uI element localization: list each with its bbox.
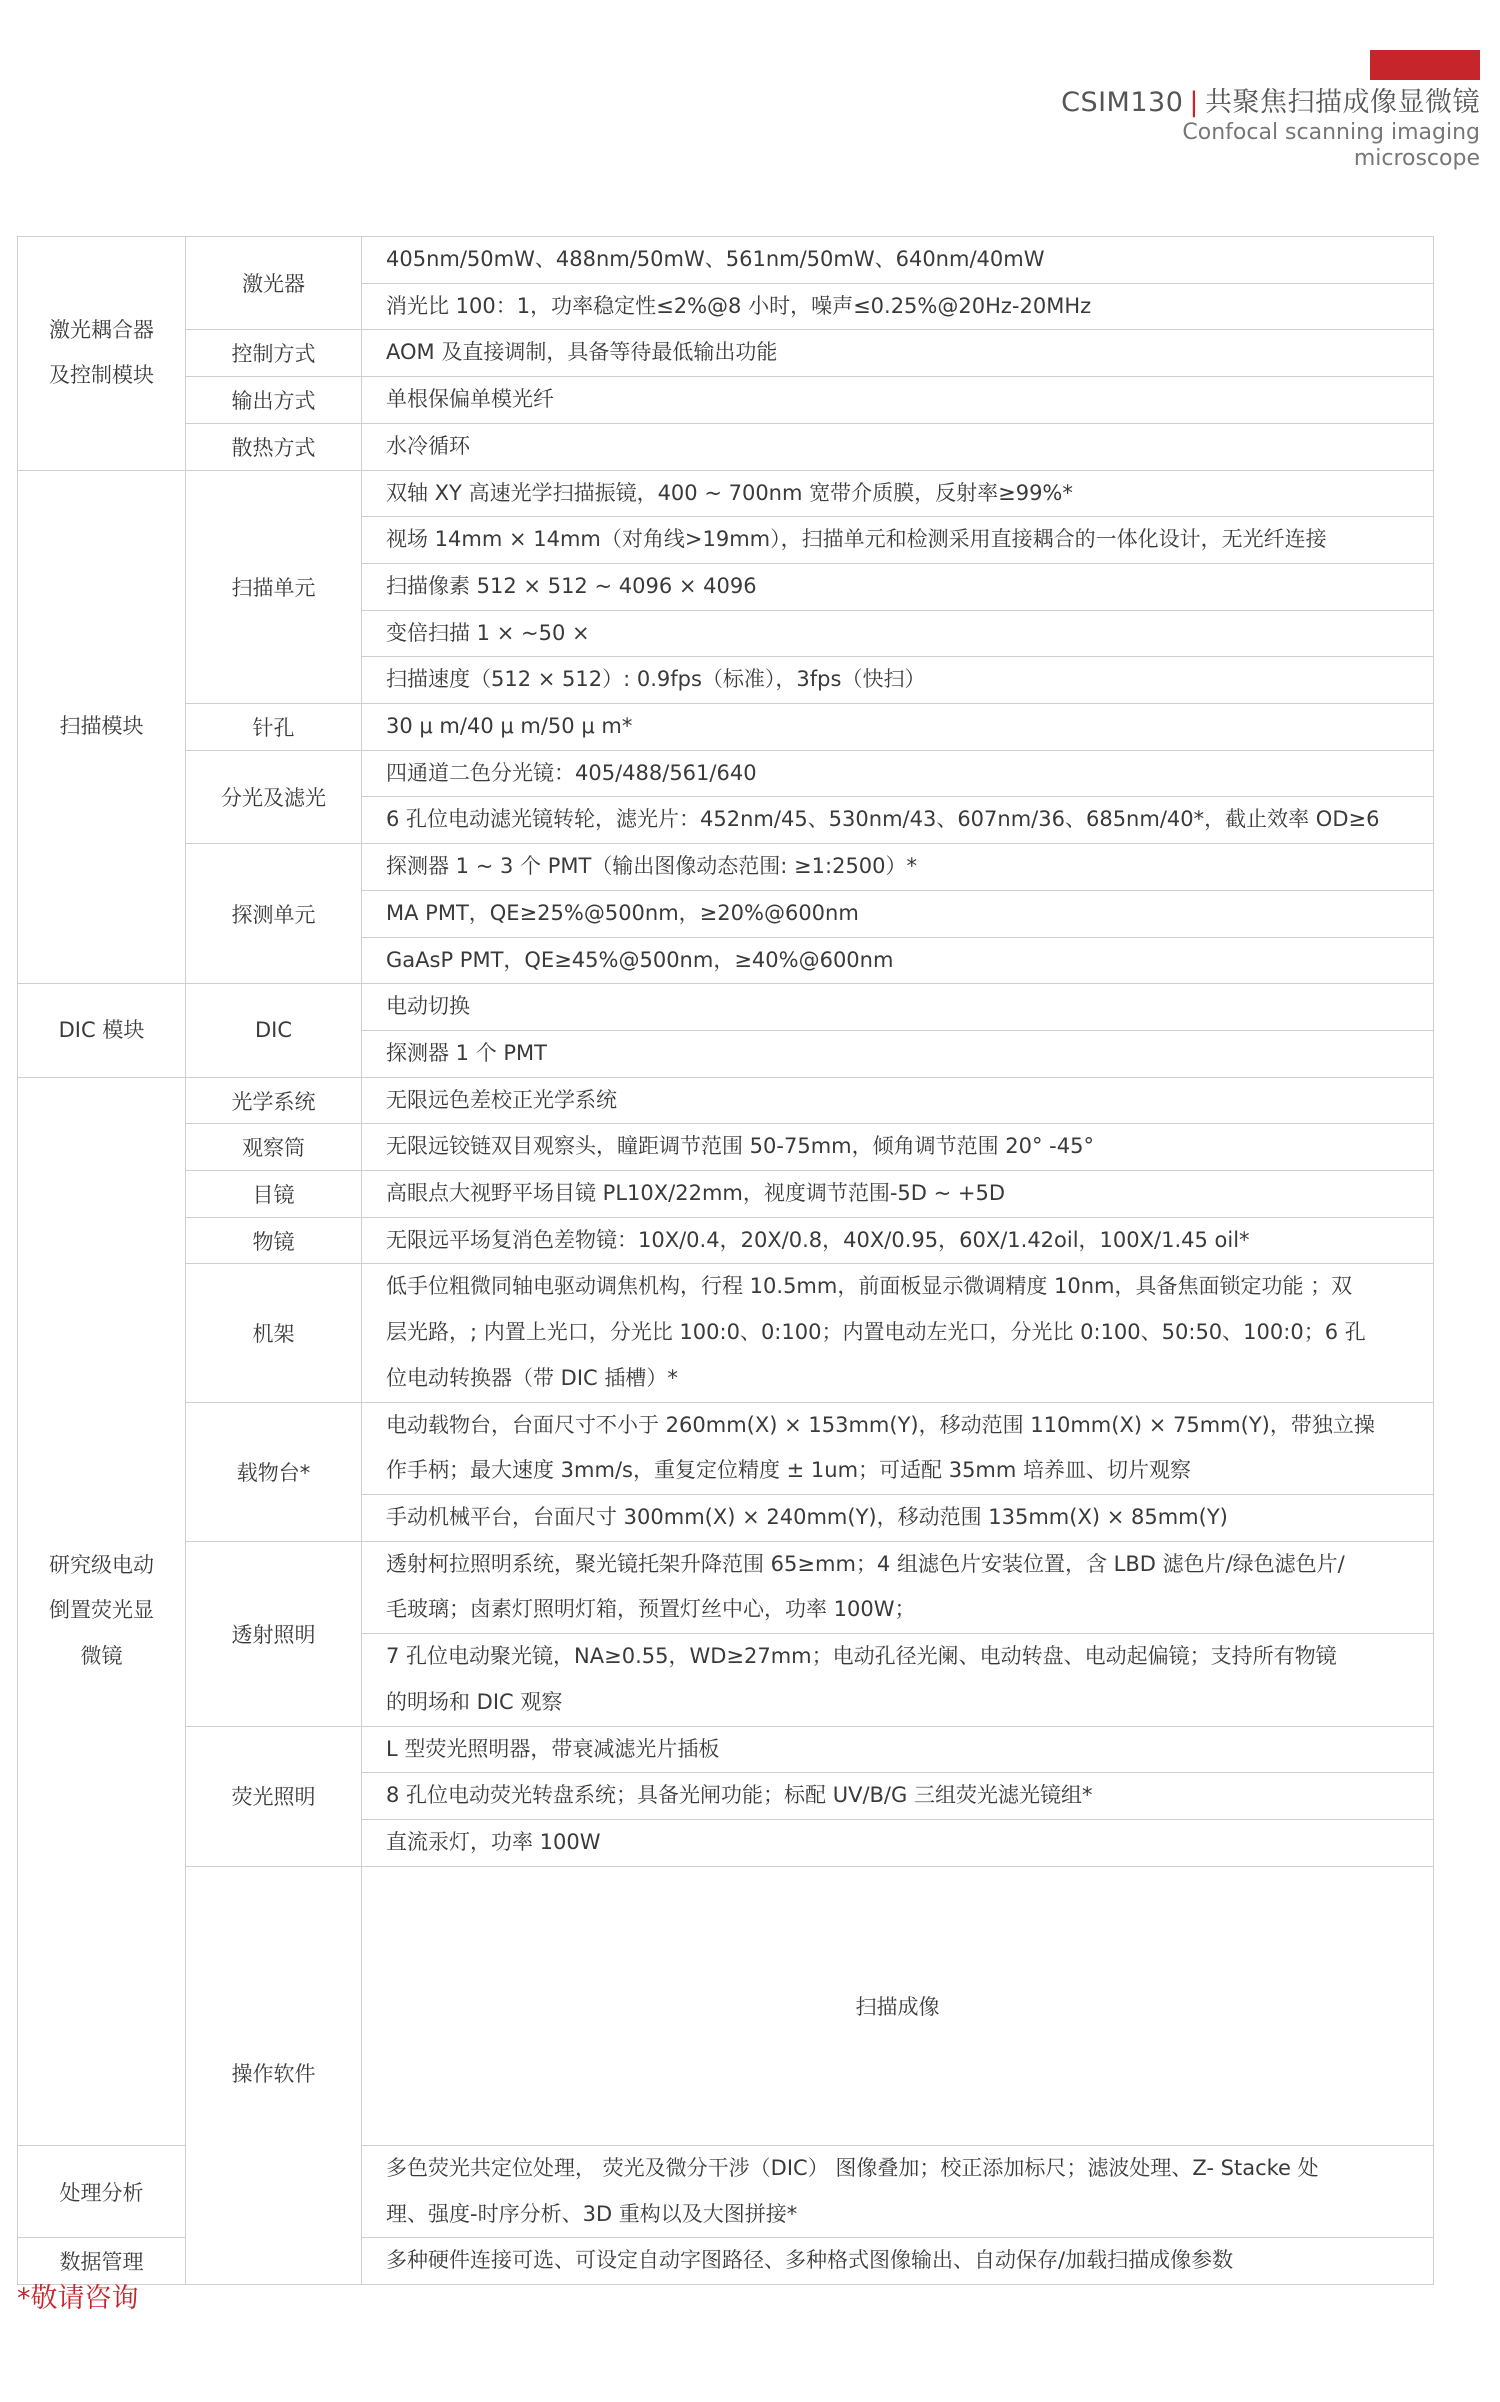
spec-value-cell bbox=[362, 704, 1434, 751]
category-label: 及控制模块 bbox=[49, 363, 154, 388]
header-accent-bar bbox=[1370, 50, 1480, 80]
spec-row bbox=[18, 1402, 1434, 1494]
spec-value-line: 单根保偏单模光纤 bbox=[386, 387, 554, 412]
spec-value-line: 无限远色差校正光学系统 bbox=[386, 1087, 617, 1112]
category-cell bbox=[18, 237, 186, 471]
spec-value-line: 8 孔位电动荧光转盘系统；具备光闸功能；标配 UV/B/G 三组荧光滤光镜组* bbox=[386, 1783, 1093, 1808]
title-en-line2: microscope bbox=[1353, 146, 1480, 171]
spec-row bbox=[18, 237, 1434, 284]
spec-value-cell bbox=[362, 237, 1434, 284]
subcategory-cell: 散热方式 bbox=[186, 423, 362, 470]
spec-value-cell bbox=[362, 1541, 1434, 1633]
spec-value-line: 变倍扫描 1 × ~50 × bbox=[386, 620, 590, 645]
spec-value-cell bbox=[362, 423, 1434, 470]
subcategory-cell: 输出方式 bbox=[186, 377, 362, 424]
spec-value-cell bbox=[362, 1726, 1434, 1773]
spec-row bbox=[18, 330, 1434, 377]
subcategory-cell: 扫描成像 bbox=[362, 1866, 1434, 2145]
footnote: *敬请咨询 bbox=[17, 2283, 139, 2314]
model-name: CSIM130 bbox=[1061, 87, 1184, 118]
category-cell bbox=[18, 984, 186, 1077]
spec-value-cell bbox=[362, 610, 1434, 657]
subcategory-cell: 观察筒 bbox=[186, 1124, 362, 1171]
spec-value-line: 位电动转换器（带 DIC 插槽）* bbox=[386, 1365, 678, 1390]
spec-value-cell bbox=[362, 750, 1434, 797]
spec-value-cell bbox=[362, 1264, 1434, 1402]
spec-value-cell bbox=[362, 563, 1434, 610]
subcategory-cell: 光学系统 bbox=[186, 1077, 362, 1124]
spec-value-cell bbox=[362, 1773, 1434, 1820]
category-label: 激光耦合器 bbox=[49, 317, 154, 342]
subcategory-cell: 激光器 bbox=[186, 237, 362, 330]
spec-value-cell bbox=[362, 1077, 1434, 1124]
subcategory-cell: 针孔 bbox=[186, 704, 362, 751]
spec-value-line: 扫描像素 512 × 512 ~ 4096 × 4096 bbox=[386, 573, 757, 598]
spec-row bbox=[18, 1726, 1434, 1773]
spec-row bbox=[18, 1217, 1434, 1264]
subcategory-cell: 数据管理 bbox=[18, 2238, 186, 2285]
spec-value-line: 探测器 1 个 PMT bbox=[386, 1040, 547, 1065]
spec-value-line: 消光比 100：1，功率稳定性≤2%@8 小时，噪声≤0.25%@20Hz-20MHz bbox=[386, 293, 1092, 318]
spec-value-line: 扫描速度（512 × 512）: 0.9fps（标准），3fps（快扫） bbox=[386, 667, 926, 692]
spec-value-cell bbox=[362, 890, 1434, 937]
spec-value-line: 无限远铰链双目观察头，瞳距调节范围 50-75mm，倾角调节范围 20° -45° bbox=[386, 1134, 1094, 1159]
spec-row bbox=[18, 423, 1434, 470]
spec-value-line: 30 μ m/40 μ m/50 μ m* bbox=[386, 714, 633, 739]
spec-value-line: 层光路，; 内置上光口，分光比 100:0、0:100；内置电动左光口，分光比 0:100、50:50、100:0；6 孔 bbox=[386, 1320, 1366, 1345]
spec-value-cell bbox=[362, 984, 1434, 1031]
spec-row bbox=[18, 1077, 1434, 1124]
spec-value-line: 的明场和 DIC 观察 bbox=[386, 1689, 563, 1714]
spec-value-line: 视场 14mm × 14mm（对角线>19mm），扫描单元和检测采用直接耦合的一体化设计，无光纤连接 bbox=[386, 527, 1327, 552]
spec-value-cell bbox=[362, 1402, 1434, 1494]
spec-value-line: 低手位粗微同轴电驱动调焦机构，行程 10.5mm，前面板显示微调精度 10nm，具备焦面锁定功能 ；双 bbox=[386, 1274, 1353, 1299]
subcategory-cell: 控制方式 bbox=[186, 330, 362, 377]
spec-row bbox=[18, 750, 1434, 797]
spec-value-line: 电动切换 bbox=[386, 994, 470, 1019]
spec-value-cell bbox=[362, 470, 1434, 517]
subcategory-cell: 探测单元 bbox=[186, 844, 362, 984]
spec-value-cell bbox=[362, 1494, 1434, 1541]
spec-value-line: 四通道二色分光镜：405/488/561/640 bbox=[386, 760, 757, 785]
spec-value-cell bbox=[362, 2145, 1434, 2237]
subcategory-cell: 荧光照明 bbox=[186, 1726, 362, 1866]
spec-value-cell bbox=[362, 1634, 1434, 1726]
spec-value-line: 6 孔位电动滤光镜转轮，滤光片：452nm/45、530nm/43、607nm/36、685nm/40*，截止效率 OD≥6 bbox=[386, 807, 1380, 832]
spec-value-line: 毛玻璃；卤素灯照明灯箱，预置灯丝中心，功率 100W； bbox=[386, 1597, 916, 1622]
spec-value-line: MA PMT，QE≥25%@500nm，≥20%@600nm bbox=[386, 900, 859, 925]
spec-row bbox=[18, 1541, 1434, 1633]
spec-value-line: 探测器 1 ~ 3 个 PMT（输出图像动态范围: ≥1:2500）* bbox=[386, 854, 918, 879]
spec-row bbox=[18, 984, 1434, 1031]
spec-row bbox=[18, 1866, 1434, 1913]
subcategory-cell: 载物台* bbox=[186, 1402, 362, 1541]
spec-value-cell bbox=[362, 844, 1434, 891]
spec-row bbox=[18, 1171, 1434, 1218]
spec-value-line: 高眼点大视野平场目镜 PL10X/22mm，视度调节范围-5D ~ +5D bbox=[386, 1181, 1006, 1206]
spec-value-line: 电动载物台，台面尺寸不小于 260mm(X) × 153mm(Y)，移动范围 110mm(X) × 75mm(Y)，带独立操 bbox=[386, 1412, 1375, 1437]
spec-value-line: 405nm/50mW、488nm/50mW、561nm/50mW、640nm/40mW bbox=[386, 247, 1045, 271]
spec-value-cell bbox=[362, 1124, 1434, 1171]
spec-value-cell bbox=[362, 1030, 1434, 1077]
spec-row bbox=[18, 704, 1434, 751]
category-label: 倒置荧光显 bbox=[49, 1598, 154, 1623]
spec-value-cell bbox=[362, 2238, 1434, 2285]
category-cell bbox=[18, 470, 186, 984]
spec-value-cell bbox=[362, 797, 1434, 844]
spec-value-cell bbox=[362, 657, 1434, 704]
spec-value-line: 双轴 XY 高速光学扫描振镜，400 ~ 700nm 宽带介质膜，反射率≥99%* bbox=[386, 480, 1073, 505]
title-separator: | bbox=[1189, 87, 1199, 118]
spec-table bbox=[17, 236, 1434, 2285]
category-cell bbox=[18, 1077, 186, 2145]
spec-value-line: 直流汞灯，功率 100W bbox=[386, 1829, 601, 1854]
spec-value-line: 理、强度-时序分析、3D 重构以及大图拼接* bbox=[386, 2201, 798, 2226]
title-en-line1: Confocal scanning imaging bbox=[1182, 120, 1480, 145]
spec-value-line: 水冷循环 bbox=[386, 433, 470, 458]
spec-value-line: 透射柯拉照明系统，聚光镜托架升降范围 65≥mm；4 组滤色片安装位置，含 LBD 滤色片/绿色滤色片/ bbox=[386, 1551, 1345, 1576]
subcategory-cell: 扫描单元 bbox=[186, 470, 362, 704]
category-label: 微镜 bbox=[80, 1644, 123, 1669]
spec-value-line: GaAsP PMT，QE≥45%@500nm，≥40%@600nm bbox=[386, 947, 894, 972]
category-label: 操作软件 bbox=[231, 2062, 316, 2087]
spec-value-line: AOM 及直接调制，具备等待最低输出功能 bbox=[386, 340, 778, 365]
spec-value-line: L 型荧光照明器，带衰减滤光片插板 bbox=[386, 1736, 720, 1761]
spec-row bbox=[18, 1124, 1434, 1171]
spec-value-line: 作手柄；最大速度 3mm/s，重复定位精度 ± 1um；可适配 35mm 培养皿、切片观察 bbox=[386, 1458, 1192, 1483]
spec-row bbox=[18, 1264, 1434, 1402]
spec-row bbox=[18, 844, 1434, 891]
subcategory-cell: DIC bbox=[186, 984, 362, 1077]
page-title bbox=[1061, 80, 1480, 119]
category-label: DIC 模块 bbox=[58, 1017, 145, 1042]
subcategory-cell: 透射照明 bbox=[186, 1541, 362, 1726]
title-cn: 共聚焦扫描成像显微镜 bbox=[1205, 87, 1480, 118]
subcategory-cell: 处理分析 bbox=[18, 2145, 186, 2237]
spec-row bbox=[18, 470, 1434, 517]
spec-value-cell bbox=[362, 937, 1434, 984]
spec-value-line: 多种硬件连接可选、可设定自动字图路径、多种格式图像输出、自动保存/加载扫描成像参数 bbox=[386, 2248, 1234, 2273]
subcategory-cell: 分光及滤光 bbox=[186, 750, 362, 843]
category-label: 扫描模块 bbox=[59, 714, 144, 739]
category-label: 研究级电动 bbox=[49, 1552, 154, 1577]
spec-row bbox=[18, 377, 1434, 424]
spec-value-cell bbox=[362, 330, 1434, 377]
spec-value-cell bbox=[362, 283, 1434, 330]
subcategory-cell: 目镜 bbox=[186, 1171, 362, 1218]
spec-value-line: 无限远平场复消色差物镜：10X/0.4，20X/0.8，40X/0.95，60X/1.42oil，100X/1.45 oil* bbox=[386, 1227, 1250, 1252]
spec-value-line: 7 孔位电动聚光镜，NA≥0.55，WD≥27mm；电动孔径光阑、电动转盘、电动起偏镜；支持所有物镜 bbox=[386, 1644, 1337, 1669]
category-cell bbox=[186, 1866, 362, 2284]
subcategory-cell: 机架 bbox=[186, 1264, 362, 1402]
spec-value-cell bbox=[362, 377, 1434, 424]
spec-value-cell bbox=[362, 1819, 1434, 1866]
spec-value-cell bbox=[362, 517, 1434, 564]
spec-value-cell bbox=[362, 1217, 1434, 1264]
spec-value-line: 手动机械平台，台面尺寸 300mm(X) × 240mm(Y)，移动范围 135mm(X) × 85mm(Y) bbox=[386, 1504, 1228, 1529]
subcategory-cell: 物镜 bbox=[186, 1217, 362, 1264]
spec-value-cell bbox=[362, 1171, 1434, 1218]
spec-value-line: 多色荧光共定位处理， 荧光及微分干涉（DIC） 图像叠加；校正添加标尺；滤波处理、Z- Stacke 处 bbox=[386, 2155, 1319, 2180]
